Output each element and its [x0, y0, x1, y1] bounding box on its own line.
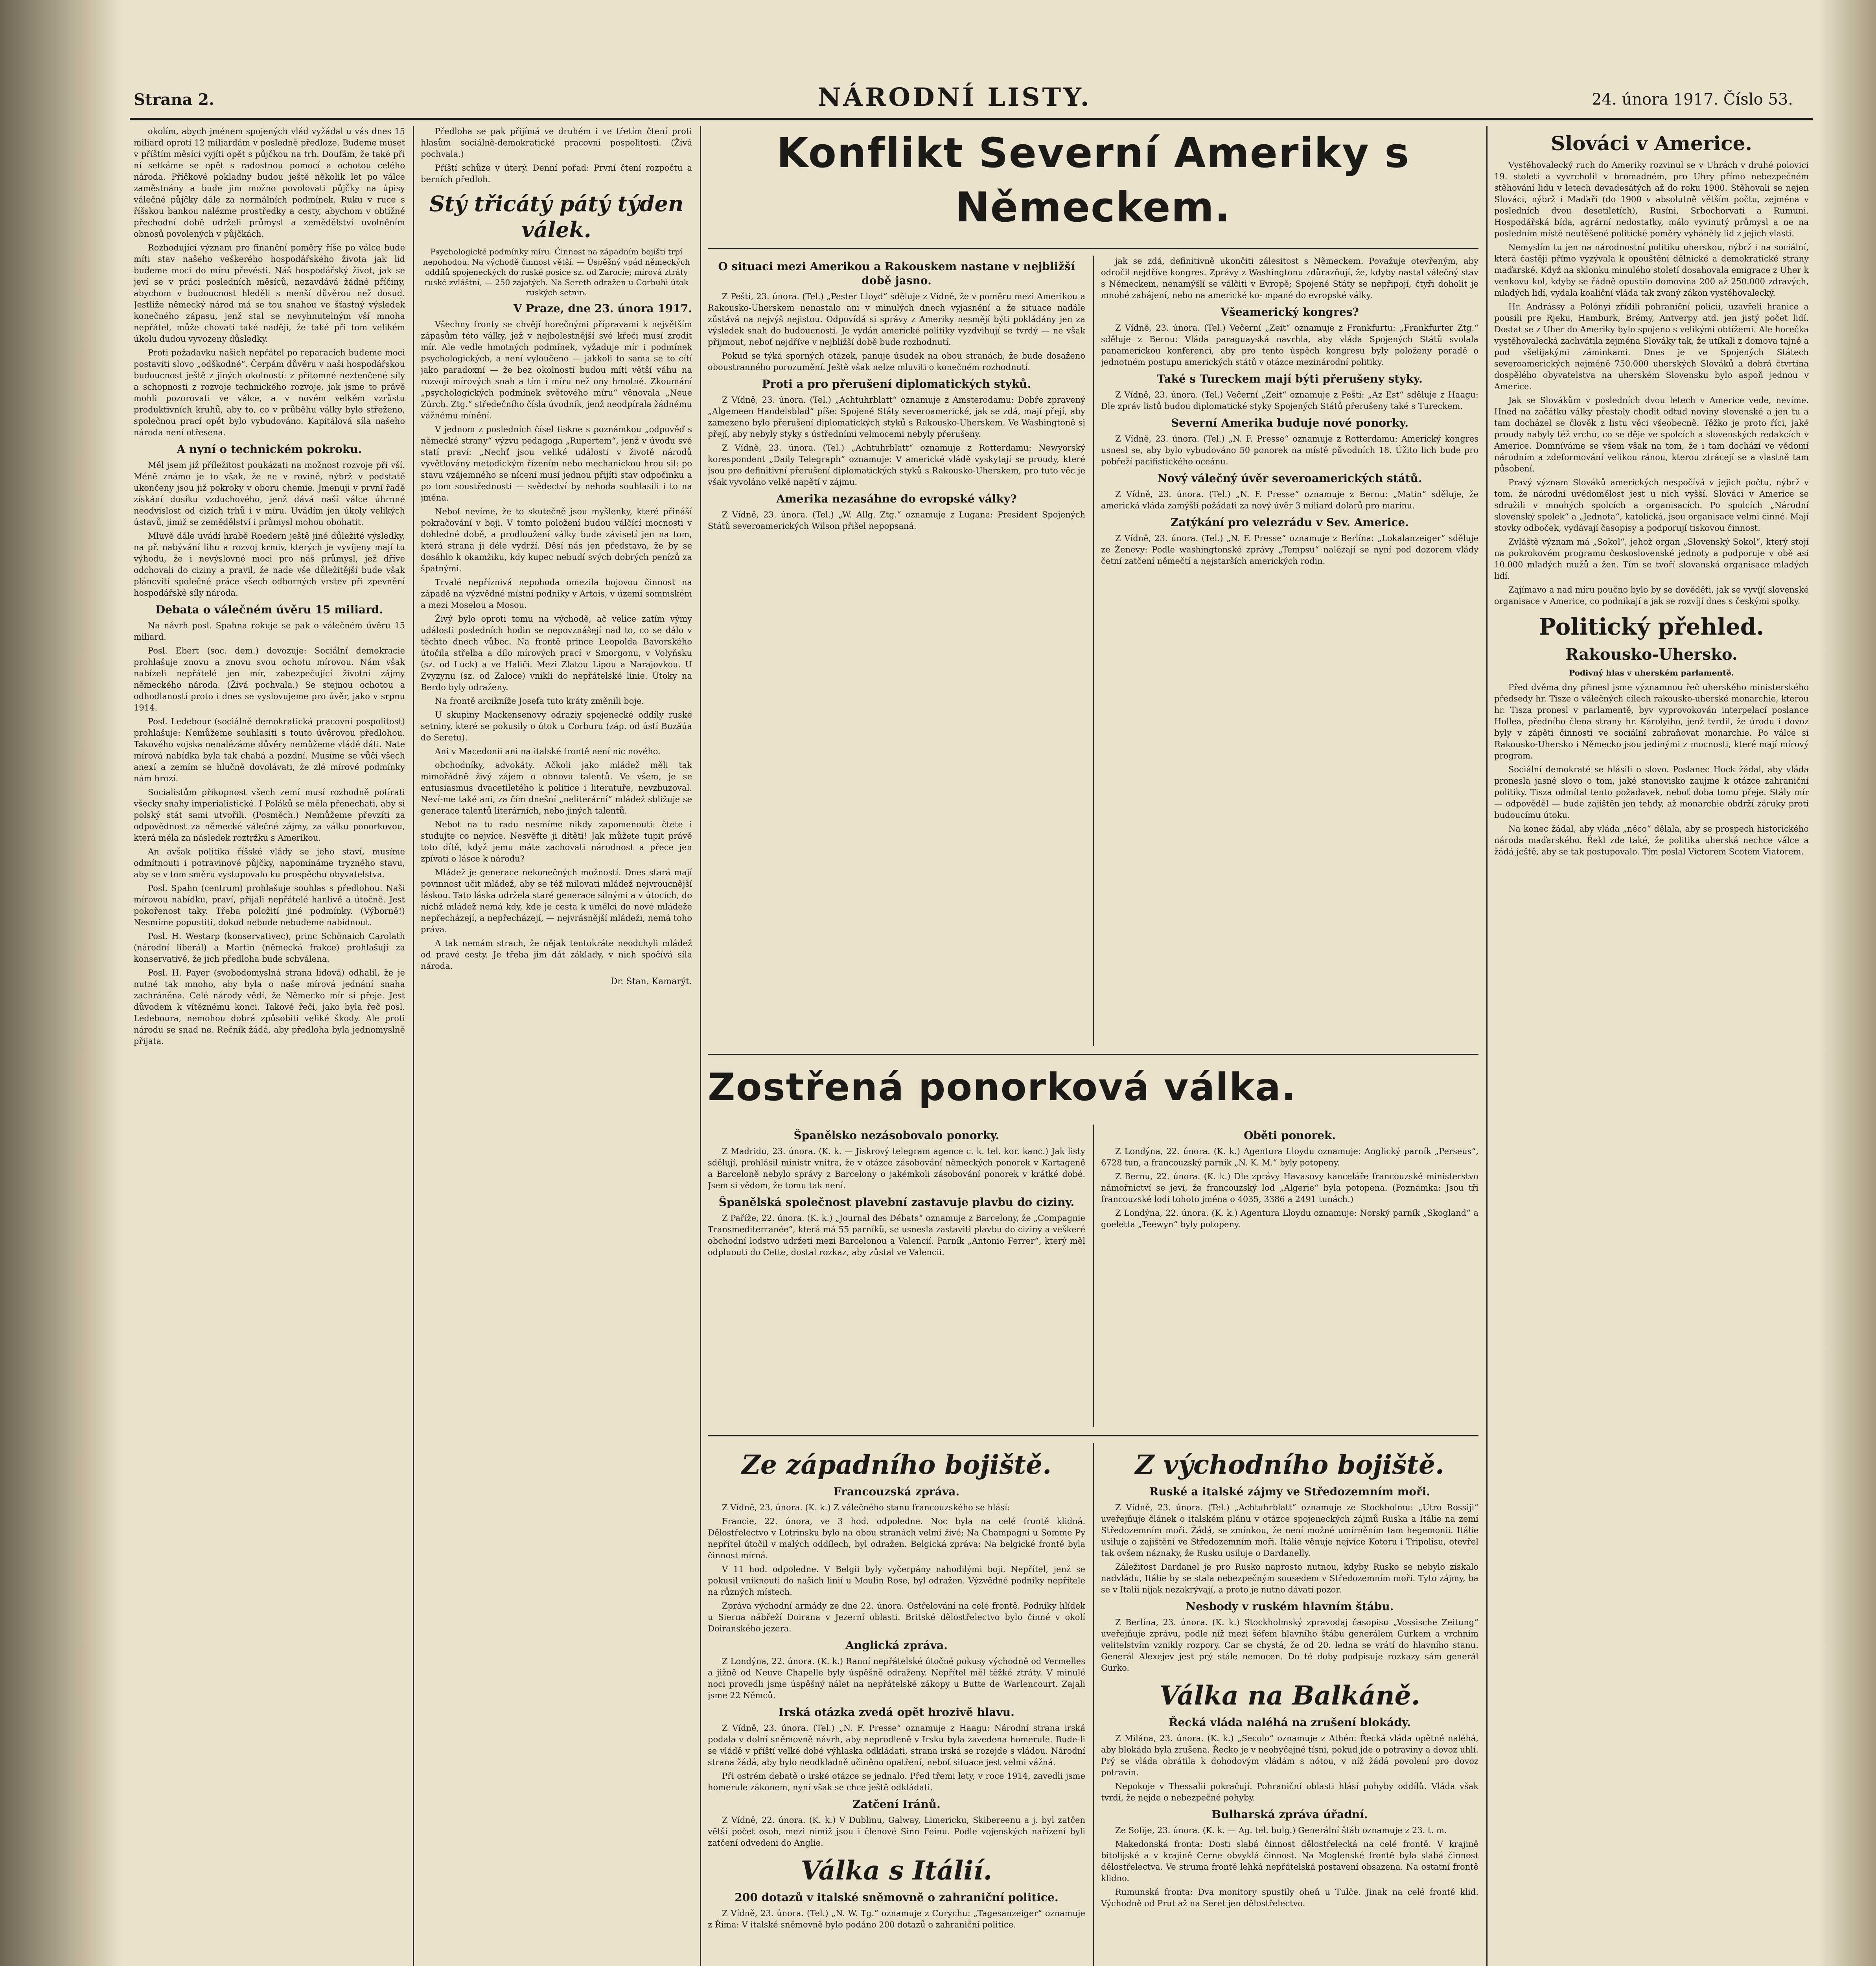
paragraph: Ani v Macedonii ani na italské frontě není nic nového. — [435, 747, 661, 756]
article-heading: Zatýkání pro velezrádu v Sev. Americe. — [1170, 516, 1409, 529]
paragraph: Nemyslím tu jen na národnostní politiku uherskou, nýbrž i na sociální, která častěji přímo vyzývala k opouštění dělnické a demokratické strany maďarské. Když na sklonku minulého století dosahovala emigrace z Uher k venkovu kol, kdyby se řádně opustilo domovina 200 až 250.000 zdravých, mladých lidí, vydala koaliční vláda tak zvaný zákon vystěhovalecký. — [1494, 243, 1809, 298]
paragraph: Měl jsem již příležitost poukázati na možnost rozvoje při vší. Méně známo je to však, že ne v rovině, nýbrž v podstatě ukončeny jsou již pokroky v oboru chemie. Jmenuji v první řadě získání dusíku vzduchového, jenž dává naší válce úhrnné neodvislost od cizích trhů i v míru. Uvádím jen úkoly velikých ústavů, jimiž se zemědělství i průmysl mohou obohatit. — [134, 460, 405, 527]
article-heading: 200 dotazů v italské sněmovně o zahraniční politice. — [735, 1891, 1059, 1904]
article-heading: Francouzská zpráva. — [833, 1485, 960, 1498]
paragraph: Na návrh posl. Spahna rokuje se pak o válečném úvěru 15 miliard. — [134, 621, 405, 642]
article-heading: Španělská společnost plavební zastavuje plavbu do ciziny. — [718, 1196, 1075, 1209]
paragraph: Rozhodující význam pro finanční poměry říše po válce bude míti stav našeho veškerého hospodářského života jak lid budeme moci do míru převésti. Náš hospodářský život, jak se jeví se v práci posledních měsíců, nezavdává žádné příčiny, abychom v budoucnost hleděli s menší důvěrou než dosud. Jestliže německý národ má se tou snahou ve šťastný výsledek konečného zápasu, jenž stal se nevyhnutelným vší mnoha nepřátel, může chovati také naději, že také při tom velikém úkolu dudou vyvozeny důsledky. — [134, 243, 405, 344]
column-divider — [1093, 256, 1094, 1046]
section-rule — [708, 1435, 1478, 1436]
paragraph: Posl. Ebert (soc. dem.) dovozuje: Sociální demokracie prohlašuje znovu a znovu svou ochotu mírovou. Nám však nabízeli nepřátelé jen mír, zabezpečující životní zájmy německého národa. (Živá pochvala.) Se stejnou ochotou a odhodlaností proto i dnes se vyslovujeme pro úvěr, jako v srpnu 1914. — [134, 646, 405, 712]
article-heading: Anglická zpráva. — [845, 1639, 948, 1652]
page-header — [118, 79, 1809, 122]
section-rule — [708, 1054, 1478, 1055]
paragraph: obchodníky, advokáty. Ačkoli jako mládež měli tak mimořádně živý zájem o obnovu talentů. Ve všem, je se entusiasmus dvacetiletého k politice i literatuře, nevzbuzoval. Neví-me také ani, za čím dnešní „neliterární“ mládež sbližuje se generace talentů literárních, nebo jiných talentů. — [421, 760, 692, 815]
paragraph: Z Pešti, 23. února. (Tel.) „Pester Lloyd“ sděluje z Vídně, že v poměru mezi Amerikou a Rakousko-Uherskem nenastalo ani v minulých dnech vyjasnění a že situace nadále zůstává na nejvýš nejistou. Odpovídá si správy z Ameriky nesmějí býti pokládány jen za výsledek snah do budoucnosti. Je vydán americké politiky vyzdvihují se tvrdý — ne však přijmout, neboť nejdříve v nejbližší době bude rozhodnutí. — [708, 292, 1085, 347]
article-heading: Španělsko nezásobovalo ponorky. — [793, 1129, 1000, 1142]
eastern-front-column — [1101, 1443, 1478, 1966]
submarine-column-right — [1101, 1125, 1478, 1427]
page-number: Strana 2. — [134, 90, 215, 109]
paragraph: Zajímavo a nad míru poučno bylo by se dověděti, jak se vyvíjí slovenské organisace v Americe, co podnikají a jak se rozvíjí dnes s českými spolky. — [1494, 585, 1809, 606]
western-front-column — [708, 1443, 1085, 1966]
paragraph: Posl. H. Payer (svobodomyslná strana lidová) odhalil, že je nutné tak mnoho, aby byla o naše mírová jednání snaha zachráněna. Celé národy vědí, že Německo mír si přeje. Jest důvodem k vítěznému konci. Takové řeči, jako byla řeč posl. Ledeboura, nemohou dobrá způsobiti veliké škody. Ale proti národu se snad ne. Rečník žádá, aby předloha byla jednomyslně přijata. — [134, 968, 405, 1046]
paragraph: Z Vídně, 23. února. (Tel.) „N. F. Presse“ oznamuje z Bernu: „Matin“ sděluje, že americká vláda zamýšlí požádati za nový úvěr 3 miliard dolarů pro marinu. — [1101, 490, 1478, 510]
paragraph: Z Berlína, 23. února. (K. k.) Stockholmský zpravodaj časopisu „Vossische Zeitung“ uveřejňuje zprávu, podle níž mezi šéfem hlavního štábu generálem Gurkem a vrchním velitelstvím vznikly rozpory. Car se chystá, že od 20. ledna se vrátí do hlavního stanu. Generál Alexejev jest prý stále nemocen. Do té doby podpisuje rozkazy sám generál Gurko. — [1101, 1618, 1478, 1673]
masthead: NÁRODNÍ LISTY. — [818, 83, 1092, 112]
paragraph: U skupiny Mackensenovy odraziy spojenecké oddíly ruské setniny, které se pokusily o útok u Corburu (záp. od ústí Buzăúa do Seretu). — [421, 710, 692, 742]
headline-eastern-front: Z východního bojiště. — [1135, 1449, 1444, 1480]
paragraph: Mládež je generace nekonečných možností. Dnes stará mají povinnost učit mládež, aby se též milovati mládež nejvroucnější láskou. Tato láska udržela staré generace silnými a v útocích, do nichž mládež nemá kdy, kde je cesta k umělci do nové mládeže nepřecházejí, a nepřecházejí, — nejvrásnější mládeži, nemá toho práva. — [421, 868, 692, 934]
paragraph: Z Paříže, 22. února. (K. k.) „Journal des Débats“ oznamuje z Barcelony, že „Compagnie Transmediterranée“, která má 55 parníků, se usnesla zastaviti plavbu do ciziny a veškeré obchodní lodstvo udržeti mezi Barcelonou a Valencií. Parník „Antonio Ferrer“, který měl odpluouti do Cette, dostal rozkaz, aby zůstal ve Valencii. — [708, 1213, 1085, 1257]
column-divider — [1093, 1443, 1094, 1966]
article-heading: Také s Tureckem mají býti přerušeny styky. — [1157, 372, 1423, 385]
paragraph: V 11 hod. odpoledne. V Belgii byly vyčerpány nahodilými boji. Nepřítel, jenž se pokusil vniknouti do našich linií u Moulin Rose, byl odražen. Výzvědné podniky nepřítele na různých místech. — [708, 1565, 1085, 1597]
paragraph: Z Vídně, 23. února. (Tel.) Večerní „Zeit“ oznamuje z Frankfurtu: „Frankfurter Ztg.“ sděluje z Bernu: Vláda paraguayská navrhla, aby vláda Spojených Států svolala panamerickou konferenci, aby pro tento úspěch kongresu byly položeny poradě o jednotném postupu amerických států v otázce mezinárodní politiky. — [1101, 323, 1478, 367]
paragraph: Na frontě arcikníže Josefa tuto kráty změnili boje. — [435, 696, 644, 706]
issue-dateline: 24. února 1917. Číslo 53. — [1592, 90, 1793, 109]
paragraph: Z Vídně, 23. února. (Tel.) „N. F. Presse“ oznamuje z Berlína: „Lokalanzeiger“ sděluje ze Ženevy: Podle washingtonské zprávy „Tempsu“ nalézají se nyní pod dozorem vlády četní zatčení němečtí a nejstarších amerických rodin. — [1101, 534, 1478, 566]
article-heading: O situaci mezi Amerikou a Rakouskem nastane v nejbližší době jasno. — [718, 260, 1075, 287]
paragraph: Z Vídně, 23. února. (Tel.) „N. F. Presse“ oznamuje z Rotterdamu: Americký kongres usnesl se, aby bylo vybudováno 50 ponorek na místě původních 18. Úžito lich bude pro pobřeží pacifistického oceánu. — [1101, 434, 1478, 466]
paragraph: Z Madridu, 23. února. (K. k. — Jiskrový telegram agence c. k. tel. kor. kanc.) Jak listy sdělují, prohlásil ministr vnitra, že v otázce zásobování německých ponorek v Kartageně a Barceloně nebylo správy z Barcelony o jakémkoli zásobování ponorek v krátké dobé. Jsem si vědom, že tomu tak není. — [708, 1147, 1085, 1190]
paragraph: Při ostrém debatě o irské otázce se jednalo. Před třemi lety, v roce 1914, zavedli jsme homerule zákonem, nyní však se chce ještě odkládati. — [708, 1771, 1085, 1792]
paragraph: Nebot na tu radu nesmíme nikdy zapomenouti: čtete i studujte co nejvíce. Nesvěťte ji dítěti! Jak můžete tupit právě toto dítě, když jemu máte zachovati národnost a přece jen zpívati o lásce k národu? — [421, 820, 692, 863]
article-heading: Proti a pro přerušení diplomatických styků. — [762, 377, 1031, 390]
headline-western-front: Ze západního bojiště. — [741, 1449, 1052, 1480]
paragraph: okolím, abych jménem spojených vlád vyžádal u vás dnes 15 miliard oproti 12 miliardám v posledně předloze. Budeme muset v příštím měsíci vyjíti opět s půjčkou na trh. Doufám, že také při ní setkáme se opět s radostnou pomocí a ochotou celého národa. Příčkové pokladny budou ještě několik let po válce zaměstnány a bude jim možno povolovati půjčky na úpisy válečné půjčky dále za normálních podmínek. Ruku v ruce s říšskou bankou nalézme prostředky a cesty, abychom v obtížné přechodní době udrželi průmysl a zemědělství uvolněním obnosů povolených v půjčkách. — [134, 127, 405, 239]
paragraph: Všechny fronty se chvějí horečnými přípravami k největším zápasům této války, jež v nejbolestnější své křeči musí zrodit mír. Ale vedle hmotných podmínek, vyžaduje mír i podmínek psychologických, a není vyloučeno — jakkoli to sama se to cítí jako paradoxní — že bez okolností budou míti větší váhu na rozvoji mírových snah a tím i míru než ony hmotné. Zkoumání „psychologických podmínek světového míru“ věnovala „Neue Zürch. Ztg.“ středečního čísla úvodník, jenž neodpírala žádnému vážnému mínění. — [421, 320, 692, 420]
paragraph: Socialistům přikopnost všech zemí musí rozhodně potírati všecky snahy imperialistické. I Poláků se měla přenechati, aby si polský stát sami utvořili. (Posměch.) Nemůžeme převzíti za odpovědnost za německé válečné zájmy, za válku ponorkovou, která měla za následek roztržku s Amerikou. — [134, 788, 405, 843]
paragraph: An avšak politika říšské vlády se jeho staví, musíme odmítnouti i potravinové půjčky, napomínáme tryzného stavu, aby se v tom směru vystupovalo ku prospěchu obyvatelstva. — [134, 847, 405, 879]
section-subheading-austria-hungary: Rakousko-Uhersko. — [1565, 645, 1738, 664]
page-edge-shadow-left — [0, 0, 122, 1966]
column-1 — [134, 126, 405, 1966]
article-heading: Zatčení Iránů. — [852, 1798, 941, 1811]
article-heading: Severní Amerika buduje nové ponorky. — [1171, 416, 1409, 429]
headline-submarine-war: Zostřená ponorková válka. — [708, 1065, 1297, 1109]
paragraph: Francie, 22. února, ve 3 hod. odpoledne. Noc byla na celé frontě klidná. Dělostřelectvo v Lotrinsku bylo na obou stranách velmi živé; Na Champagni u Somme Py nepřítel útočil v malých oddílech, byl odražen. Belgická zpráva: Na belgické frontě byla činnost mírná. — [708, 1517, 1085, 1560]
paragraph: Posl. Ledebour (sociálně demokratická pracovní pospolitost) prohlašuje: Nemůžeme souhlasiti s touto úvěrovou předlohou. Takového vojska nenalézáme důvěry nemůžeme vládě dáti. Nate mírová nabídka byla tak chabá a pozdní. Musíme se vůči všech anexí a zemím se hlučně dovolávati, že zlé mírové podmínky nám hrozí. — [134, 717, 405, 783]
paragraph: Předloha se pak přijímá ve druhém i ve třetím čtení proti hlasům sociálně-demokratické pracovní pospolitosti. (Živá pochvala.) — [421, 127, 692, 159]
paragraph: Z Vídně, 23. února. (Tel.) Večerní „Zeit“ oznamuje z Pešti: „Az Est“ sděluje z Haagu: Dle zpráv listů budou diplomatické styky Spojených Států přerušeny také s Tureckem. — [1101, 390, 1478, 411]
paragraph: Z Vídně, 23. února. (Tel.) „Achtuhrblatt“ oznamuje z Amsterodamu: Dobře zpravený „Algemeen Handelsblad“ píše: Spojené Státy severoamerické, jak se zdá, mají přejí, aby zamezeno bylo přerušení diplomatických styků s Rakousko-Uherskem. Ve Washingtoně si přejí, aby nebyly styky s ústředními velmocemi nebyly přerušeny. — [708, 395, 1085, 439]
header-rule — [130, 118, 1813, 120]
paragraph: Z Londýna, 22. února. (K. k.) Agentura Lloydu oznamuje: Anglický parník „Perseus“, 6728 tun, a francouzský parník „N. K. M.“ byly potopeny. — [1101, 1147, 1478, 1167]
paragraph: Před dvěma dny přinesl jsme významnou řeč uherského ministerského předsedy hr. Tisze o válečných cílech rakousko-uherské monarchie, kterou hr. Tisza pronesl v parlamentě, byv vyprovokován interpelací poslance Hollea, předního člena strany hr. Károlyiho, jenž tvrdil, že úrodu i dovoz byly v zápěti činnosti ve sociální zabraňovat monarchie. Po válce si Rakousko-Uhersko i Německo jsou jedinými z mocnosti, které mají mírový program. — [1494, 683, 1809, 760]
paragraph: jak se zdá, definitivně ukončiti zálesitost s Německem. Považuje otevřeným, aby odročil nejdříve kongres. Zprávy z Washingtonu zdůrazňují, že, kdyby nastal válečný stav s Německem, nenamýšlí se válčiti v Evropě; Spojené Státy se nepřipojí, čtyři doholit je mnohé zahájení, nebo na americké ko- mpané do evropské války. — [1101, 256, 1478, 300]
article-heading-slovaks-in-america: Slováci v Americe. — [1551, 132, 1752, 155]
paragraph: Makedonská fronta: Dosti slabá činnost dělostřelecká na celé frontě. V krajině bitolijské a v krajině Cerne obvyklá činnost. Na Moglenské frontě byla slabá činnost dělostřelectva. Ve struma frontě lehká nepřátelská postavení obsazena. Na ostatní frontě klidno. — [1101, 1839, 1478, 1883]
paragraph: Záležitost Dardanel je pro Rusko naprosto nutnou, kdyby Rusko se nebylo získalo nadvládu, Itálie by se stala nebezpečným sousedem v Středozemním moři. Tyto zájmy, ba se v Italii nijak nezakrývají, a proto je nutno dávati pozor. — [1101, 1562, 1478, 1594]
paragraph: Z Milána, 23. února. (K. k.) „Secolo“ oznamuje z Athén: Řecká vláda opětně naléhá, aby blokáda byla zrušena. Řecko je v neobyčejné tísni, pokud jde o potraviny a dovoz uhlí. Prý se vláda obrátila k dohodovým vládám s nótou, v níž žádá povolení pro dovoz potravin. — [1101, 1734, 1478, 1777]
paragraph: A tak nemám strach, že nějak tentokráte neodchyli mládež od pravé cesty. Je třeba jim dát základy, v nich spočívá síla národa. — [421, 939, 692, 971]
paragraph: Pravý význam Slováků amerických nespočívá v jejich počtu, nýbrž v tom, že národní uvědomělost jest u nich vyšší. Slováci v Americe se sdružili v mnohých spolcích a organisacích. Po spolcích „Národní slovenský spolek“ a „Jednota“, katolická, jsou organisace velmi činné. Mají stovky odboček, vydávají časopisy a podporují tiskovou činnost. — [1494, 478, 1809, 533]
paragraph: Z Vídně, 23. února. (Tel.) „W. Allg. Ztg.“ oznamuje z Lugana: President Spojených Států severoamerických Wilson přišel nepopsaná. — [708, 510, 1085, 531]
america-column-right — [1101, 256, 1478, 1046]
paragraph: Z Vídně, 23. února. (K. k.) Z válečného stanu francouzského se hlásí: — [722, 1503, 1010, 1512]
paragraph: Vystěhovalecký ruch do Ameriky rozvinul se v Uhrách v druhé polovici 19. století a vyvrcholil v bromadném, pro Uhry přímo nebezpečném stěhování lidu v letech devadesátých až do roku 1900. Stěhovali se nejen Slováci, nýbrž i Maďaři (do 1900 v absolutně větším počtu, zejména v posledních dvou desetiletích), Rusíni, Srbochorvati a Rumuni. Hospodářská bída, agrární nedostatky, málo vyvinutý průmysl a ne na posledním místě neutěšené politické poměry vyháněly lid z jejich vlasti. — [1494, 160, 1809, 238]
paragraph: Ze Sofije, 23. února. (K. k. — Ag. tel. bulg.) Generální štáb oznamuje z 23. t. m. — [1115, 1826, 1447, 1835]
author-signature: Dr. Stan. Kamarýt. — [610, 977, 692, 987]
paragraph: Posl. H. Westarp (konservativec), princ Schönaich Carolath (národní liberál) a Martin (německá frakce) prohlašují za konservativě, že jich předloha bude schválena. — [134, 931, 405, 964]
paragraph: Mluvě dále uvádí hrabě Roedern ještě jiné důležité výsledky, na př. nabývání lihu a rozvoj krmiv, kterých je vyvíjeny mají tu výhodu, že i nevýslovné moci pro náš průmysl, jež dříve odchovali do ciziny a pravil, že nade vše důležitější bude však pláncvití společné práce všech odborných vrstev při zpevnění hospodářské síly národa. — [134, 531, 405, 598]
article-heading: Řecká vláda naléhá na zrušení blokády. — [1169, 1716, 1411, 1729]
paragraph: Posl. Spahn (centrum) prohlašuje souhlas s předlohou. Naši mírovou nabídku, praví, přijali nepřátelé hanlivě a útočně. Jest pokořenost taky. Třeba položití jiné podmínky. (Výborně!) Nesmíme popustiti, dokud nebude nebudeme nabídnout. — [134, 884, 405, 927]
column-2 — [421, 126, 692, 1966]
section-rule — [708, 248, 1478, 249]
paragraph: Z Vídně, 22. února. (K. k.) V Dublinu, Galway, Limericku, Skibereenu a j. byl zatčen větší počet osob, mezi nimiž jsou i členové Sinn Feinu. Podle vojenských nařízení byli zatčení odvedeni do Anglie. — [708, 1815, 1085, 1848]
paragraph: Z Vídně, 23. února. (Tel.) „N. F. Presse“ oznamuje z Haagu: Národní strana irská podala v dolní sněmovně návrh, aby neprodleně v Irsku byla zavedena homerule. Bude-li se vládě v příští velké dobé výhlaska odkládati, strana irská se rozejde s vládou. Národní strana žádá, aby bylo neodkladně učiněno opatření, neboť situace jest velmi vážná. — [708, 1723, 1085, 1767]
paragraph: Z Vídně, 23. února. (Tel.) „Achtuhrblatt“ oznamuje ze Stockholmu: „Utro Rossiji“ uveřejňuje článek o italském plánu v otázce spojeneckých zájmů Ruska a Itálie na zemí Středozemním moři. Žádá, se zmínkou, že není možné umírněním tam hegemonii. Itálie usiluje o zajištění ve Středozemním moři. Itálie věnuje nejvíce Kotoru i Tripolisu, otevřel tak ovšem náznaky, že Rusku usiluje o Dardanelly. — [1101, 1503, 1478, 1558]
headline-war-with-italy: Válka s Itálií. — [801, 1855, 992, 1886]
paragraph: Z Bernu, 22. února. (K. k.) Dle zprávy Havasovy kanceláře francouzské ministerstvo námořnictví se jeví, že francouzský lod „Algerie“ byla potopena. (Poznámka: Jsou tři francouzské lodi tohoto jména o 4035, 3386 a 2491 tunách.) — [1101, 1172, 1478, 1204]
paragraph: Proti požadavku našich nepřátel po reparacích budeme moci postaviti slovo „odškodné“. Čerpám důvěru v naši hospodářskou budoucnost ještě z jiných okolností: z přítomné neztenčené síly a schopnosti z rozvoje technického rozvoje, jak jsme to právě mohli pozorovati ve válce, a v novém velkém vzrůstu produktivních kruhů, aby to, co v průběhu války bylo střeženo, společnou prací opět bylo vybudováno. Kapitálová síla našeho národa není otřesena. — [134, 348, 405, 437]
headline-balkan-war: Válka na Balkáně. — [1159, 1680, 1420, 1711]
paragraph: Zpráva východní armády ze dne 22. února. Ostřelování na celé frontě. Podniky hlídek u Sierna nábřeží Doirana v Jezerní oblasti. Britské dělostřelectvo bylo činné v okolí Doiranského jezera. — [708, 1601, 1085, 1633]
column-divider — [1486, 126, 1488, 1966]
paragraph: Pokud se týká sporných otázek, panuje úsudek na obou stranách, že bude dosaženo oboustranného porozumění. Ještě však nelze mluviti o konečném rozhodnutí. — [708, 351, 1085, 372]
article-heading: Ruské a italské zájmy ve Středozemním moři. — [1149, 1485, 1430, 1498]
paragraph: Zvláště význam má „Sokol“, jehož organ „Slovenský Sokol“, který stojí na pokrokovém programu československé jednoty a podporuje v obě asi 10.000 mladých mužů a žen. Tím se tvoří slovanská organisace mladých lidí. — [1494, 537, 1809, 581]
paragraph: Rumunská fronta: Dva monitory spustily oheň u Tulče. Jinak na celé frontě klid. Východně od Prut až na Seret jen dělostřelectvo. — [1101, 1887, 1478, 1908]
article-heading-technical-progress: A nyní o technickém pokroku. — [177, 443, 362, 456]
column-divider — [1093, 1125, 1094, 1427]
article-heading: Oběti ponorek. — [1243, 1129, 1336, 1142]
submarine-column-left — [708, 1125, 1085, 1427]
paragraph: Živý bylo oproti tomu na východě, ač velice zatím výmy události posledních hodin se nepovznášejí nad to, co se dálo v těchto dnech vůbec. Na frontě prince Leopolda Bavorského útočila střelba a dílo mírových prací v Smorgonu, v Volyňsku (sz. od Luck) a ve Haliči. Mezi Zlatou Lipou a Narajovkou. U Zvyzynu (sz. od Zaloce) vnikli do nepřátelské linie. Útoky na Berdo byly odraženy. — [421, 614, 692, 692]
main-headline-conflict: Konflikt Severní Ameriky s Německem. — [776, 129, 1410, 231]
paragraph: Hr. Andrássy a Polónyi zřídili pohraniční policii, uzavřeli hranice a pousili pre Rjeku, Hamburk, Brémy, Antverpy atd. jen jistý počet lidí. Dostat se z Uher do Ameriky bylo spojeno s velikými obtížemi. Ale horečka vystěhovalecká zachvátila zejména Slováky tak, že utíkali z domova tajně a pod všelijakými záminkami. Dnes je ve Spojených Státech severoamerických nejméně 750.000 uherských Slováků a dobrá čtvrtina dospělého obyvatelstva na uherském Slovensku bylo aspoň jednou v Americe. — [1494, 302, 1809, 391]
article-heading: Amerika nezasáhne do evropské války? — [776, 492, 1017, 505]
paragraph: Příští schůze v úterý. Denní pořad: První čtení rozpočtu a berních předloh. — [421, 163, 692, 184]
section-heading-political-overview: Politický přehled. — [1539, 613, 1764, 640]
paragraph: Nepokoje v Thessalii pokračují. Pohraniční oblasti hlásí pohyby oddílů. Vláda však tvrdí, že nejde o nebezpečné pohyby. — [1101, 1782, 1478, 1802]
paragraph: Trvalé nepříznivá nepohoda omezila bojovou činnost na západě na výzvědné místní podniky v Artois, v území sommském a mezi Moselou a Mosou. — [421, 578, 692, 610]
paragraph: Neboť nevíme, že to skutečně jsou myšlenky, které přináší pokračování v boji. V tomto položení budou válčící mocnosti v dohledné době, a prodloužení války bude závisetí jen na tom, která strana ji déle vydrží. Děsí nás jen představa, že by se dosáhlo k okamžiku, kdy kupec nebudí svých dobrých penízů za špatnými. — [421, 507, 692, 573]
paragraph: Z Londýna, 22. února. (K. k.) Agentura Lloydu oznamuje: Norský parník „Skogland“ a goeletta „Teewyn“ byly potopeny. — [1101, 1208, 1478, 1229]
article-heading: Nový válečný úvěr severoamerických států. — [1157, 472, 1422, 485]
paragraph: Jak se Slovákům v posledních dvou letech v Americe vede, nevíme. Hned na začátku války přestaly chodit odtud noviny slovenské a jen tu a tam docházel se člověk z listu věci všeobecně. Těžko je proto říci, jaké proudy nabyly též vrchu, co se děje ve spolcích a slovenských redakcích v Americe. Domníváme se všem však na tom, že i tam dochází ve vědomí národním a zdeformování velikou ránou, kterou ztrácejí se a vlastně tam působení. — [1494, 396, 1809, 473]
paragraph: Na konec žádal, aby vláda „něco“ dělala, aby se prospech historického národa maďarského. Řekl zde také, že politika uherská nechce válce a žádá ještě, aby se tak postupovalo. Tím poslal Victorem Scotem Viatorem. — [1494, 824, 1809, 856]
article-heading: Bulharská zpráva úřadní. — [1211, 1808, 1368, 1821]
america-column-left — [708, 256, 1085, 1046]
article-heading: Irská otázka zvedá opět hrozivě hlavu. — [779, 1706, 1014, 1719]
article-heading-week-of-war: Stý třicátý pátý týden válek. — [429, 191, 684, 242]
column-divider — [413, 126, 414, 1966]
column-6 — [1494, 126, 1809, 1966]
paragraph: V jednom z posledních čísel tiskne s poznámkou „odpověď s německé strany“ výzvu pedagoga „Rupertem“, jenž v úvodu své statí praví: „Nechť jsou veliké události v životě národů vyvětlovány metodickým řízením nebo mechanickou hrou sil: po stavu vzájemného se nícení musí jednou přijíti stav odpočinku a po tom soustřednosti — svědectví by nehoda souhlasili i to na jména. — [421, 425, 692, 503]
article-heading: Nesbody v ruském hlavním štábu. — [1186, 1600, 1394, 1613]
column-divider — [700, 126, 701, 1966]
article-summary: Psychologické podmínky míru. Činnost na západním bojišti trpí nepohodou. Na východě činnost větší. — Úspěšný vpád německých oddílů spojeneckých do ruské posice sz. od Zarocie; mírová ztráty ruské zvláštní, — 250 zajatých. Na Sereth odražen u Corbuhi útok ruských setnin. — [423, 247, 690, 297]
paragraph: Z Londýna, 22. února. (K. k.) Ranní nepřátelské útočné pokusy východně od Vermelles a jižně od Neuve Chapelle byly úspěšně odraženy. Nepřítel měl těžké ztráty. V minulé noci provedli jsme úspěšný nálet na nepřátelské zákopy u Butte de Warlencourt. Zajali jsme 22 Němců. — [708, 1657, 1085, 1700]
article-heading-war-credit-debate: Debata o válečném úvěru 15 miliard. — [155, 603, 383, 616]
paragraph: Sociální demokraté se hlásili o slovo. Poslanec Hock žádal, aby vláda pronesla jasné slovo o tom, jaké stanovisko zaujme k otázce zahraniční politiky. Tisza odmítal tento požadavek, neboť doba tomu přeje. Stály mír — odpověděl — bude zajištěn jen tehdy, až monarchie obdrží záruky proti budoucímu útoku. — [1494, 765, 1809, 820]
paragraph: Z Vídně, 23. února. (Tel.) „N. W. Tg.“ oznamuje z Curychu: „Tagesanzeiger“ oznamuje z Říma: V italské sněmovně bylo podáno 200 dotazů o zahraniční politice. — [708, 1909, 1085, 1929]
page-edge-shadow-right — [1817, 0, 1876, 1966]
paragraph: Z Vídně, 23. února. (Tel.) „Achtuhrblatt“ oznamuje z Rotterdamu: Newyorský korespondent „Daily Telegraph“ oznamuje: V americké vládě vyskytají se proudy, které jsou pro definitivní přerušení diplomatických styků s Rakousko-Uherskem, pro tuto věc je však vyvoláno velké napětí v zájmu. — [708, 443, 1085, 487]
dateline: V Praze, dne 23. února 1917. — [513, 302, 692, 315]
article-subheading: Podivný hlas v uherském parlamentě. — [1569, 668, 1734, 677]
article-heading: Všeamerický kongres? — [1221, 306, 1359, 318]
